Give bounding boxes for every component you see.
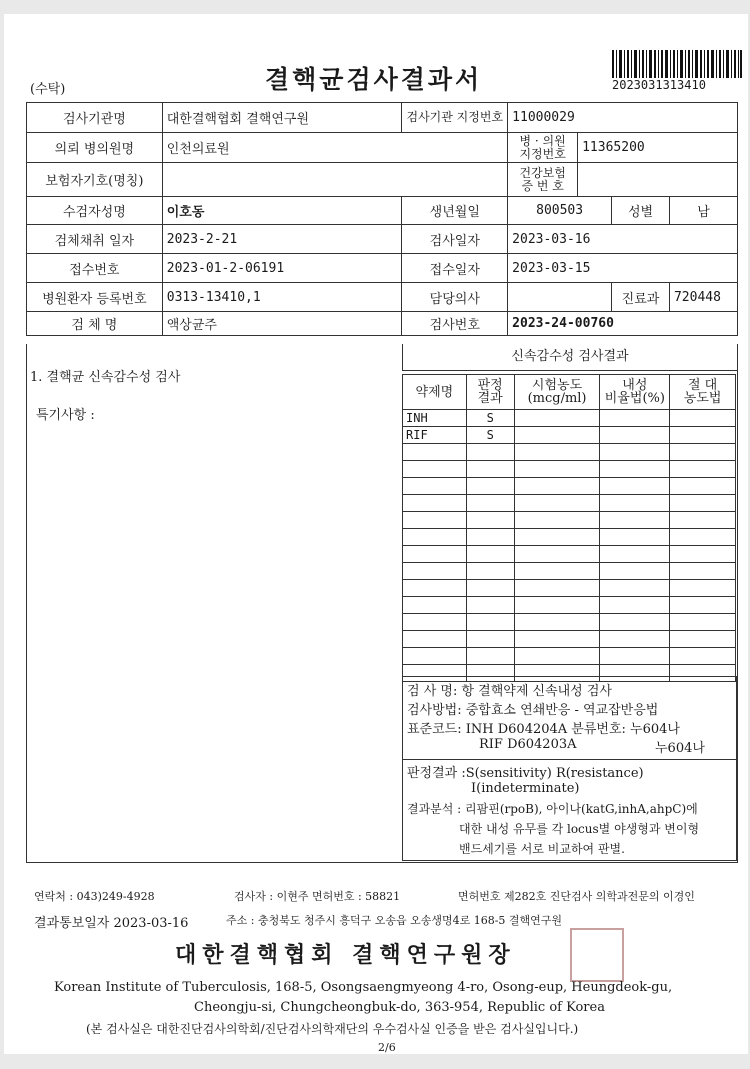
col-proportion-header: 내성 비율법(%) xyxy=(600,375,670,410)
certification-note: (본 검사실은 대한진단검사의학회/진단검사의학재단의 우수검사실 인증을 받은 검사실입니다.) xyxy=(86,1022,579,1036)
barcode-icon xyxy=(612,50,742,78)
table-row xyxy=(403,427,736,444)
english-address-2: Cheongju-si, Chungcheongbuk-do, 363-954, Republic of Korea xyxy=(194,1000,605,1015)
judgement-legend: 판정결과 :S(sensitivity) R(resistance) xyxy=(407,766,644,781)
drug-name: RIF xyxy=(403,427,467,444)
analysis-line-2: 대한 내성 유무를 각 locus별 야생형과 변이형 xyxy=(459,822,700,836)
judgement-legend-2: I(indeterminate) xyxy=(471,781,580,796)
address: 주소 : 충청북도 청주시 흥덕구 오송읍 오송생명4로 168-5 결핵연구원 xyxy=(226,914,563,927)
receipt-no-label: 접수번호 xyxy=(27,254,163,283)
method-test-method: 검사방법: 중합효소 연쇄반응 - 역교잡반응법 xyxy=(407,703,659,718)
patient-name-value: 이호동 xyxy=(162,197,402,225)
department-value: 720448 xyxy=(669,283,737,312)
table-row xyxy=(403,478,736,495)
insurer-value xyxy=(162,163,507,197)
hospital-label: 의뢰 병의원명 xyxy=(27,133,163,163)
table-row xyxy=(403,410,736,427)
collection-date-label: 검체채취 일자 xyxy=(27,225,163,254)
contact-phone: 연락처 : 043)249-4928 xyxy=(34,890,155,903)
lab-code-value: 11000029 xyxy=(508,103,738,133)
organization-name: 대한결핵협회 결핵연구원장 xyxy=(175,942,516,968)
page-number: 2/6 xyxy=(378,1041,396,1054)
sex-value: 남 xyxy=(669,197,737,225)
drug-name: INH xyxy=(403,410,467,427)
official-seal-icon xyxy=(570,928,624,982)
birth-date-value: 800503 xyxy=(508,197,612,225)
lab-name-value: 대한결핵협회 결핵연구원 xyxy=(162,103,402,133)
insurer-label: 보험자기호(명칭) xyxy=(27,163,163,197)
suttak-label: (수탁) xyxy=(30,82,66,97)
table-row xyxy=(403,461,736,478)
receipt-date-label: 접수일자 xyxy=(402,254,508,283)
lab-name-label: 검사기관명 xyxy=(27,103,163,133)
susceptibility-table xyxy=(402,374,736,682)
hospital-code-label: 병 · 의원 지정번호 xyxy=(508,133,578,163)
table-row xyxy=(403,495,736,512)
registration-no-label: 병원환자 등록번호 xyxy=(27,283,163,312)
doctor-value xyxy=(508,283,612,312)
specimen-label: 검 체 명 xyxy=(27,312,163,336)
barcode-number: 2023031313410 xyxy=(612,78,706,92)
method-standard-code: 표준코드: INH D604204A 분류번호: 누604나 xyxy=(407,722,680,737)
col-absolute-header: 절 대 농도법 xyxy=(670,375,736,410)
test-date-value: 2023-03-16 xyxy=(508,225,738,254)
method-rif-code: RIF D604203A xyxy=(479,737,577,752)
judgement-box xyxy=(402,758,737,861)
test-number-value: 2023-24-00760 xyxy=(508,312,738,336)
table-row xyxy=(403,580,736,597)
test-item-title: 1. 결핵균 신속감수성 검사 xyxy=(30,370,181,385)
hospital-value: 인천의료원 xyxy=(162,133,507,163)
health-insurance-value xyxy=(578,163,738,197)
drug-result: S xyxy=(466,410,514,427)
analysis-line-1: 결과분석 : 리팜핀(rpoB), 아이나(katG,inhA,ahpC)에 xyxy=(407,802,698,816)
director-license: 면허번호 제282호 진단검사 의학과전문의 이경인 xyxy=(458,890,695,903)
result-heading: 신속감수성 검사결과 xyxy=(402,344,737,371)
table-row xyxy=(403,648,736,665)
sex-label: 성별 xyxy=(612,197,670,225)
method-box xyxy=(402,676,737,760)
lab-code-label: 검사기관 지정번호 xyxy=(402,103,508,133)
method-rif-class: 누604나 xyxy=(655,741,705,756)
patient-name-label: 수검자성명 xyxy=(27,197,163,225)
table-row xyxy=(403,546,736,563)
examiner-info: 검사자 : 이현주 면허번호 : 58821 xyxy=(234,890,401,903)
department-label: 진료과 xyxy=(612,283,670,312)
table-row xyxy=(403,597,736,614)
page-title: 결핵균검사결과서 xyxy=(265,65,483,94)
drug-result: S xyxy=(466,427,514,444)
receipt-no-value: 2023-01-2-06191 xyxy=(162,254,402,283)
patient-info-table xyxy=(26,102,738,336)
registration-no-value: 0313-13410,1 xyxy=(162,283,402,312)
col-concentration-header: 시험농도 (mcg/ml) xyxy=(514,375,600,410)
col-drug-header: 약제명 xyxy=(403,375,467,410)
collection-date-value: 2023-2-21 xyxy=(162,225,402,254)
table-row xyxy=(403,529,736,546)
table-row xyxy=(403,563,736,580)
birth-date-label: 생년월일 xyxy=(402,197,508,225)
notify-date: 결과통보일자 2023-03-16 xyxy=(34,916,189,931)
special-notes-label: 특기사항 : xyxy=(36,408,95,423)
doctor-label: 담당의사 xyxy=(402,283,508,312)
method-test-name: 검 사 명: 항 결핵약제 신속내성 검사 xyxy=(407,684,612,699)
test-date-label: 검사일자 xyxy=(402,225,508,254)
col-result-header: 판정 결과 xyxy=(466,375,514,410)
test-number-label: 검사번호 xyxy=(402,312,508,336)
specimen-value: 액상균주 xyxy=(162,312,402,336)
hospital-code-value: 11365200 xyxy=(578,133,738,163)
receipt-date-value: 2023-03-15 xyxy=(508,254,738,283)
english-address-1: Korean Institute of Tuberculosis, 168-5, Osongsaengmyeong 4-ro, Osong-eup, Heungdeok-gu, xyxy=(54,980,673,995)
health-insurance-label: 건강보험 증 번 호 xyxy=(508,163,578,197)
analysis-line-3: 밴드세기를 서로 비교하여 판별. xyxy=(459,842,625,856)
table-row xyxy=(403,631,736,648)
table-row xyxy=(403,614,736,631)
table-row xyxy=(403,444,736,461)
table-row xyxy=(403,512,736,529)
